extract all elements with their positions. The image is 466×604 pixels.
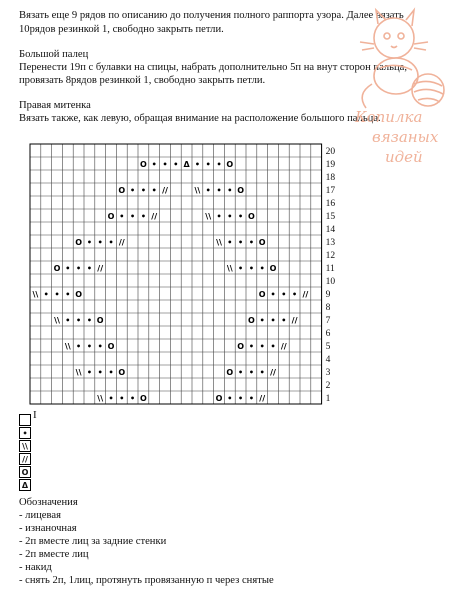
row-number: 12 <box>325 251 336 261</box>
row-number: 17 <box>325 186 336 196</box>
chart-stitch-symbol: • <box>162 160 168 169</box>
chart-stitch-symbol: • <box>259 368 265 377</box>
chart-stitch-symbol: // <box>270 368 276 377</box>
chart-stitch-symbol: Δ <box>183 160 190 169</box>
chart-stitch-symbol: O <box>53 264 61 273</box>
watermark-line-2: вязаных <box>372 128 439 146</box>
chart-stitch-symbol: // <box>162 186 168 195</box>
chart-stitch-symbol: • <box>248 264 254 273</box>
legend-symbol-box: // <box>19 453 31 465</box>
chart-stitch-symbol: O <box>139 160 147 169</box>
chart-stitch-symbol: • <box>97 368 103 377</box>
row-number: 9 <box>325 290 331 300</box>
chart-stitch-symbol: // <box>118 238 125 247</box>
chart-stitch-symbol: O <box>237 186 245 195</box>
row-number: 2 <box>325 381 331 391</box>
chart-stitch-symbol: • <box>227 212 233 221</box>
chart-stitch-symbol: O <box>247 212 255 221</box>
chart-stitch-symbol: • <box>65 316 71 325</box>
legend-stray-mark: I <box>33 409 37 421</box>
chart-stitch-symbol: • <box>238 368 244 377</box>
legend-heading: Обозначения <box>19 497 78 508</box>
legend-item: - 2п вместе лиц <box>19 549 89 560</box>
chart-stitch-symbol: • <box>238 264 244 273</box>
legend-symbol-box <box>19 414 31 426</box>
chart-stitch-symbol: O <box>215 394 223 403</box>
chart-stitch-symbol: O <box>118 368 126 377</box>
chart-stitch-symbol: • <box>97 238 103 247</box>
chart-stitch-symbol: • <box>216 160 222 169</box>
chart-stitch-symbol: • <box>86 316 92 325</box>
chart-stitch-symbol: O <box>237 342 245 351</box>
chart-stitch-symbol: • <box>248 238 254 247</box>
chart-stitch-symbol: • <box>227 394 233 403</box>
instruction-line-2: 10рядов резинкой 1, свободно закрыть петли. <box>19 24 224 35</box>
chart-stitch-symbol: • <box>97 342 103 351</box>
chart-stitch-symbol: O <box>139 394 147 403</box>
legend-item: - 2п вместе лиц за задние стенки <box>19 536 167 547</box>
legend-item: - лицевая <box>19 510 61 521</box>
chart-stitch-symbol: • <box>76 264 82 273</box>
chart-stitch-symbol: // <box>259 394 266 403</box>
chart-stitch-symbol: // <box>302 290 309 299</box>
chart-stitch-symbol: O <box>247 316 255 325</box>
chart-stitch-symbol: • <box>194 160 200 169</box>
watermark-line-3: идей <box>385 148 423 166</box>
chart-stitch-symbol: • <box>65 264 71 273</box>
row-number: 16 <box>325 199 336 209</box>
chart-stitch-symbol: • <box>76 316 82 325</box>
chart-stitch-symbol: O <box>96 316 104 325</box>
row-number: 1 <box>325 394 331 404</box>
chart-stitch-symbol: • <box>130 212 136 221</box>
chart-stitch-symbol: \\ <box>194 186 201 195</box>
chart-stitch-symbol: • <box>130 394 136 403</box>
chart-stitch-symbol: • <box>151 186 157 195</box>
legend-symbol-box: O <box>19 466 31 478</box>
chart-stitch-symbol: • <box>108 368 114 377</box>
row-number: 10 <box>325 277 336 287</box>
chart-stitch-symbol: • <box>86 368 92 377</box>
row-number: 19 <box>325 160 336 170</box>
chart-stitch-symbol: • <box>130 186 136 195</box>
chart-stitch-symbol: O <box>118 186 126 195</box>
chart-stitch-symbol: • <box>108 394 114 403</box>
chart-stitch-symbol: \\ <box>32 290 39 299</box>
chart-stitch-symbol: • <box>248 368 254 377</box>
thumb-heading: Большой палец <box>19 49 89 60</box>
chart-stitch-symbol: • <box>76 342 82 351</box>
chart-stitch-symbol: • <box>238 212 244 221</box>
chart-stitch-symbol: • <box>43 290 49 299</box>
chart-stitch-symbol: \\ <box>226 264 233 273</box>
chart-stitch-symbol: O <box>107 342 115 351</box>
chart-stitch-symbol: • <box>270 342 276 351</box>
legend-item: - изнаночная <box>19 523 77 534</box>
chart-stitch-symbol: • <box>140 186 146 195</box>
chart-stitch-symbol: O <box>75 238 83 247</box>
chart-stitch-symbol: • <box>292 290 298 299</box>
chart-stitch-symbol: • <box>259 316 265 325</box>
chart-stitch-symbol: • <box>54 290 60 299</box>
chart-stitch-symbol: • <box>119 212 125 221</box>
chart-stitch-symbol: • <box>108 238 114 247</box>
row-number: 5 <box>325 342 331 352</box>
chart-stitch-symbol: O <box>226 160 234 169</box>
chart-stitch-symbol: • <box>259 342 265 351</box>
chart-stitch-symbol: \\ <box>54 316 60 325</box>
chart-stitch-symbol: • <box>86 264 92 273</box>
row-number: 18 <box>325 173 336 183</box>
legend-item: - снять 2п, 1лиц, протянуть провязанную п через снятые <box>19 575 274 586</box>
row-number: 3 <box>325 368 331 378</box>
chart-stitch-symbol: O <box>107 212 115 221</box>
right-mitten-heading: Правая митенка <box>19 100 91 111</box>
chart-stitch-symbol: • <box>281 290 287 299</box>
thumb-line-1: Перенести 19п с булавки на спицы, набрать дополнительно 5п на внут сторон пальца, <box>19 62 407 73</box>
row-number: 8 <box>325 303 331 313</box>
row-number: 6 <box>325 329 331 339</box>
row-number: 7 <box>325 316 331 326</box>
chart-stitch-symbol: O <box>258 290 266 299</box>
chart-stitch-symbol: • <box>270 290 276 299</box>
row-number: 14 <box>325 225 336 235</box>
watermark-line-1: Копилка <box>355 108 423 126</box>
chart-stitch-symbol: • <box>205 186 211 195</box>
chart-stitch-symbol: • <box>86 342 92 351</box>
legend-item: - накид <box>19 562 52 573</box>
row-number: 4 <box>325 355 331 365</box>
chart-stitch-symbol: • <box>238 238 244 247</box>
chart-stitch-symbol: • <box>205 160 211 169</box>
chart-stitch-symbol: • <box>173 160 179 169</box>
chart-stitch-symbol: \\ <box>75 368 82 377</box>
chart-stitch-symbol: \\ <box>216 238 222 247</box>
chart-stitch-symbol: O <box>226 368 234 377</box>
chart-stitch-symbol: // <box>97 264 104 273</box>
chart-stitch-symbol: \\ <box>64 342 71 351</box>
chart-stitch-symbol: // <box>280 342 287 351</box>
thumb-line-2: провязать 8рядов резинкой 1, свободно закрыть петли. <box>19 75 266 86</box>
chart-stitch-symbol: O <box>258 238 266 247</box>
chart-stitch-symbol: // <box>151 212 158 221</box>
chart-stitch-symbol: // <box>291 316 298 325</box>
chart-stitch-symbol: • <box>65 290 71 299</box>
right-mitten-line: Вязать также, как левую, обращая внимание на расположение большого пальца. <box>19 113 381 124</box>
row-number: 13 <box>325 238 336 248</box>
chart-stitch-symbol: • <box>119 394 125 403</box>
row-number: 11 <box>325 264 335 274</box>
legend-symbol-box: Δ <box>19 479 31 491</box>
chart-stitch-symbol: • <box>227 186 233 195</box>
legend-symbol-box: \\ <box>19 440 31 452</box>
row-number: 15 <box>325 212 336 222</box>
chart-stitch-symbol: • <box>248 394 254 403</box>
chart-stitch-symbol: • <box>86 238 92 247</box>
chart-stitch-symbol: • <box>227 238 233 247</box>
chart-stitch-symbol: O <box>75 290 83 299</box>
chart-stitch-symbol: • <box>270 316 276 325</box>
instruction-line-1: Вязать еще 9 рядов по описанию до получения полного раппорта узора. Далее вязать <box>19 10 404 21</box>
chart-stitch-symbol: • <box>259 264 265 273</box>
chart-stitch-symbol: O <box>269 264 277 273</box>
chart-grid <box>30 144 322 404</box>
chart-stitch-symbol: • <box>248 342 254 351</box>
chart-stitch-symbol: \\ <box>97 394 104 403</box>
chart-stitch-symbol: \\ <box>205 212 212 221</box>
chart-stitch-symbol: • <box>140 212 146 221</box>
row-number: 20 <box>325 147 336 157</box>
chart-stitch-symbol: • <box>281 316 287 325</box>
chart-stitch-symbol: • <box>238 394 244 403</box>
chart-stitch-symbol: • <box>151 160 157 169</box>
legend-symbol-box: • <box>19 427 31 439</box>
chart-stitch-symbol: • <box>216 212 222 221</box>
chart-stitch-symbol: • <box>216 186 222 195</box>
